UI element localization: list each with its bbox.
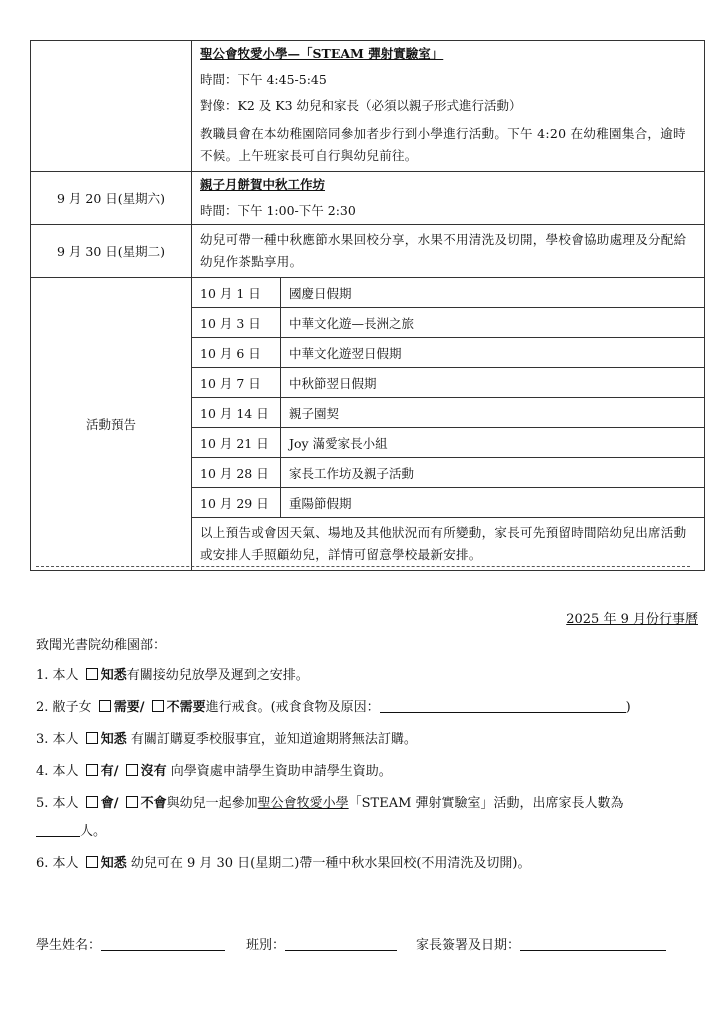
student-name-label: 學生姓名：: [36, 938, 102, 953]
preview-note: 以上預告或會因天氣、場地及其他狀況而有所變動，家長可先預留時間陪幼兒出席活動或安排人手照顧幼兒，詳情可留意學校最新安排。: [192, 517, 704, 570]
reply-item-1: [36, 664, 309, 683]
class-field[interactable]: [285, 950, 397, 951]
item1-checkbox[interactable]: [86, 668, 98, 680]
preview-event: 中華文化遊—長洲之旅: [281, 308, 705, 338]
reply-item-5: [36, 792, 624, 811]
item1-option: 知悉: [100, 668, 127, 683]
item5-checkbox-no[interactable]: [126, 796, 138, 808]
item3-text: 有關訂購夏季校服事宜，並知道逾期將無法訂購。: [130, 732, 417, 747]
row-steam: [31, 41, 705, 172]
sep30-text: 幼兒可帶一種中秋應節水果回校分享，水果不用清洗及切開，學校會協助處理及分配給幼兒作茶點享用。: [200, 232, 687, 269]
steam-time: 時間：下午 4:45-5:45: [200, 72, 327, 87]
preview-date: 10 月 6 日: [192, 338, 281, 368]
item2-close: ): [625, 700, 631, 715]
item4-option-no: 沒有: [140, 764, 167, 779]
item2-checkbox-noneed[interactable]: [152, 700, 164, 712]
row-sep20: [31, 172, 705, 225]
item2-option-need: 需要/: [113, 700, 145, 715]
preview-date: 10 月 1 日: [192, 278, 281, 308]
diet-reason-field[interactable]: [380, 712, 626, 713]
student-name-row: [36, 934, 225, 953]
preview-table: [192, 278, 704, 517]
preview-event: 中華文化遊翌日假期: [281, 338, 705, 368]
preview-row: [192, 338, 704, 368]
preview-event: 重陽節假期: [289, 495, 352, 511]
reply-title: 2025 年 9 月份行事曆: [566, 612, 698, 627]
item3-prefix: 3. 本人: [36, 732, 79, 747]
sep20-date: 9 月 20 日(星期六): [31, 172, 192, 225]
preview-date: 10 月 29 日: [192, 488, 281, 518]
item4-checkbox-no[interactable]: [126, 764, 138, 776]
item5-school: 聖公會牧愛小學: [257, 796, 349, 811]
preview-row: [192, 398, 704, 428]
preview-date: 10 月 3 日: [192, 308, 281, 338]
preview-date: 10 月 7 日: [192, 368, 281, 398]
reply-item-4: [36, 760, 392, 779]
sep20-title: 親子月餅賀中秋工作坊: [200, 177, 326, 192]
item1-text: 有關接幼兒放學及遲到之安排。: [126, 668, 309, 683]
cut-line: [36, 566, 690, 567]
item1-prefix: 1. 本人: [36, 668, 79, 683]
item5-prefix: 5. 本人: [36, 796, 79, 811]
parent-count-field[interactable]: [36, 836, 80, 837]
item5-option-yes: 會/: [100, 796, 119, 811]
preview-date: 10 月 28 日: [192, 458, 281, 488]
item5-checkbox-yes[interactable]: [86, 796, 98, 808]
item4-option-yes: 有/: [100, 764, 119, 779]
item4-prefix: 4. 本人: [36, 764, 79, 779]
item5-option-no: 不會: [140, 796, 167, 811]
row-sep30: [31, 225, 705, 278]
preview-event: 國慶日假期: [281, 278, 705, 308]
schedule-sheet: [30, 40, 705, 571]
item6-checkbox[interactable]: [86, 856, 98, 868]
item5-suffix: 人。: [80, 824, 107, 839]
item2-checkbox-need[interactable]: [99, 700, 111, 712]
sep30-date: 9 月 30 日(星期二): [31, 225, 192, 278]
preview-date: 10 月 14 日: [192, 398, 281, 428]
preview-row: [192, 458, 704, 488]
steam-title: 聖公會牧愛小學—「STEAM 彈射實驗室」: [200, 46, 444, 61]
item4-checkbox-yes[interactable]: [86, 764, 98, 776]
preview-event: 家長工作坊及親子活動: [281, 458, 705, 488]
parent-sign-field[interactable]: [520, 950, 666, 951]
parent-sign-label: 家長簽署及日期：: [416, 938, 521, 953]
sep30-content: [192, 225, 705, 278]
schedule-table: [30, 40, 705, 571]
preview-row: [192, 278, 704, 308]
sep20-time: 時間：下午 1:00-下午 2:30: [200, 203, 356, 218]
preview-row: [192, 308, 704, 338]
preview-row: [192, 428, 704, 458]
item4-text: 向學資處申請學生資助申請學生資助。: [170, 764, 392, 779]
reply-item-5-cont: [36, 820, 106, 839]
reply-recipient: 致聞光書院幼稚園部：: [36, 638, 167, 653]
preview-date: 10 月 21 日: [192, 428, 281, 458]
item6-option: 知悉: [100, 856, 127, 871]
preview-content: [192, 278, 705, 571]
student-name-field[interactable]: [101, 950, 225, 951]
preview-event: Joy 滿愛家長小組: [281, 428, 705, 458]
item3-option: 知悉: [100, 732, 127, 747]
row-preview: [31, 278, 705, 571]
item5-activity: 「STEAM 彈射實驗室」活動，出席家長人數為: [348, 796, 624, 811]
sep20-content: [192, 172, 705, 225]
item3-checkbox[interactable]: [86, 732, 98, 744]
item2-text: 進行戒食。(戒食食物及原因：: [205, 700, 380, 715]
class-row: [246, 934, 397, 953]
steam-target: 對像：K2 及 K3 幼兒和家長（必須以親子形式進行活動）: [200, 98, 522, 113]
row-steam-date-cell: [31, 41, 192, 172]
reply-item-2: [36, 696, 631, 715]
item2-prefix: 2. 敝子女: [36, 700, 92, 715]
reply-item-6: [36, 852, 530, 871]
item5-text: 與幼兒一起參加: [166, 796, 258, 811]
reply-item-3: [36, 728, 417, 747]
preview-event: 中秋節翌日假期: [281, 368, 705, 398]
preview-label: 活動預告: [31, 278, 192, 571]
item6-text: 幼兒可在 9 月 30 日(星期二)帶一種中秋水果回校(不用清洗及切開)。: [130, 856, 531, 871]
row-steam-content: [192, 41, 705, 172]
preview-event: 親子園契: [281, 398, 705, 428]
steam-note: 教職員會在本幼稚園陪同參加者步行到小學進行活動。下午 4:20 在幼稚園集合，逾時不候。上午班家長可自行與幼兒前往。: [200, 126, 686, 163]
preview-row: [192, 368, 704, 398]
item2-option-noneed: 不需要: [166, 700, 206, 715]
parent-sign-row: [416, 934, 666, 953]
class-label: 班別：: [246, 938, 286, 953]
preview-row: [192, 488, 704, 518]
item6-prefix: 6. 本人: [36, 856, 79, 871]
